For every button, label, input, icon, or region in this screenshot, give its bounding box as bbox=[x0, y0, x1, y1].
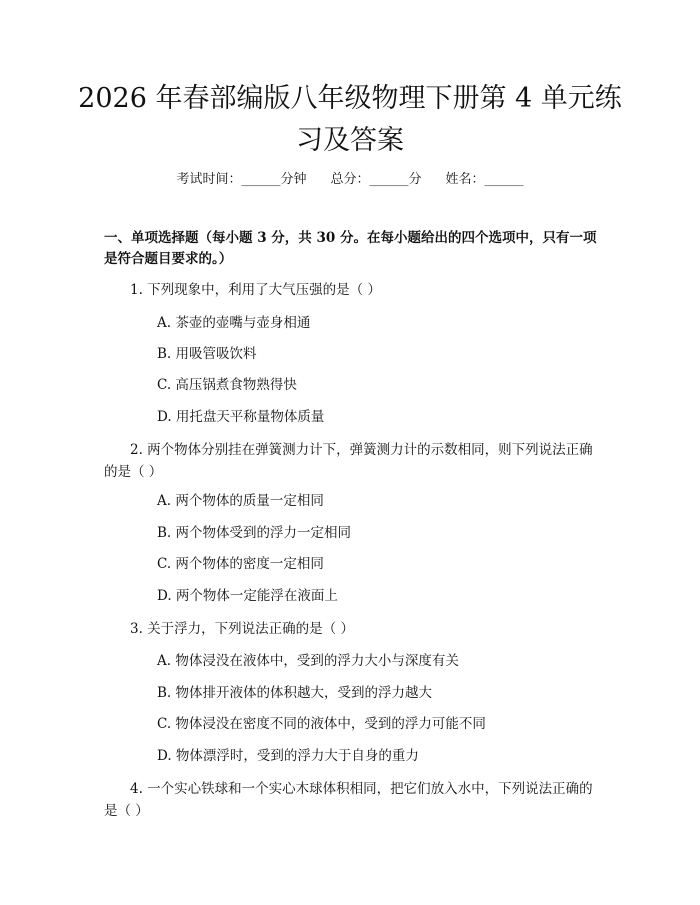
question-3-option-d: D. 物体漂浮时，受到的浮力大于自身的重力 bbox=[157, 748, 419, 764]
question-4-stem: 4. 一个实心铁球和一个实心木球体积相同，把它们放入水中，下列说法正确的是（ ） bbox=[104, 781, 593, 819]
exam-info bbox=[0, 168, 700, 187]
document-title: 2026 年春部编版八年级物理下册第 4 单元练习及答案 bbox=[78, 83, 622, 156]
question-1-option-d: D. 用托盘天平称量物体质量 bbox=[157, 409, 325, 425]
question-2-option-a: A. 两个物体的质量一定相同 bbox=[157, 493, 324, 509]
question-1-option-c: C. 高压锅煮食物熟得快 bbox=[157, 377, 297, 393]
section-heading: 一、单项选择题（每小题 3 分，共 30 分。在每小题给出的四个选项中，只有一项是符合题目要求的。） bbox=[104, 230, 597, 267]
question-1-option-b: B. 用吸管吸饮料 bbox=[157, 346, 257, 362]
exam-score: 总分：______分 bbox=[330, 172, 422, 187]
question-2-option-c: C. 两个物体的密度一定相同 bbox=[157, 556, 324, 572]
question-2-option-d: D. 两个物体一定能浮在液面上 bbox=[157, 588, 338, 604]
exam-name: 姓名：______ bbox=[445, 172, 524, 187]
question-1-option-a: A. 茶壶的壶嘴与壶身相通 bbox=[157, 315, 311, 331]
question-3-option-b: B. 物体排开液体的体积越大，受到的浮力越大 bbox=[157, 685, 433, 701]
question-3-option-c: C. 物体浸没在密度不同的液体中，受到的浮力可能不同 bbox=[157, 716, 486, 732]
question-2-stem: 2. 两个物体分别挂在弹簧测力计下，弹簧测力计的示数相同，则下列说法正确的是（ ） bbox=[104, 442, 593, 480]
question-2-option-b: B. 两个物体受到的浮力一定相同 bbox=[157, 525, 352, 541]
question-3-stem: 3. 关于浮力，下列说法正确的是（ ） bbox=[130, 621, 354, 637]
exam-time: 考试时间：______分钟 bbox=[176, 172, 307, 187]
question-1-stem: 1. 下列现象中，利用了大气压强的是（ ） bbox=[130, 282, 381, 298]
question-3-option-a: A. 物体浸没在液体中，受到的浮力大小与深度有关 bbox=[157, 653, 459, 669]
